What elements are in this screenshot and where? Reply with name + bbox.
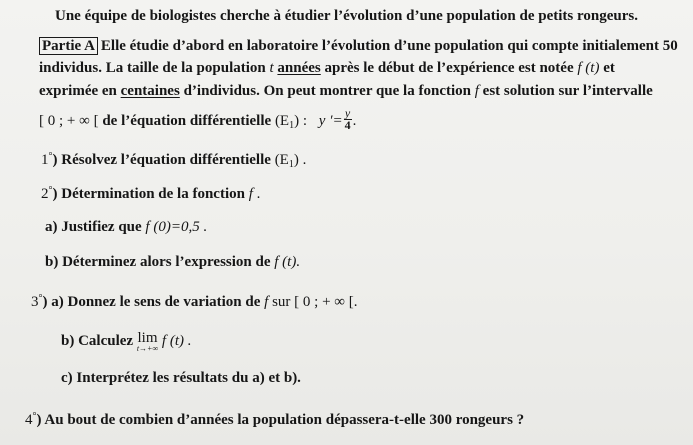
equation-label [275,113,307,129]
question-1-number: 1 [41,152,49,168]
q1-eq-open: (E [274,152,289,168]
part-a-line-3-start: exprimée en [39,83,121,99]
question-2-degree: ° [48,185,53,196]
part-a-line-3 [39,82,653,100]
part-a-line-1-text: Elle étudie d’abord en laboratoire l’évolution d’une population qui compte initialement 50 [100,38,678,54]
part-a-line-3-end: est solution sur l’intervalle [478,83,653,99]
question-2b-text: b) Déterminez alors l’expression de [45,254,275,270]
limit-subscript: t→+∞ [136,344,159,353]
fraction-numerator: y [344,106,351,121]
question-2a [45,218,207,236]
equation-fraction [344,108,352,131]
part-a-line-4-text: de l’équation différentielle [98,113,275,129]
annees-underlined: années [277,60,321,76]
part-a-line-2-mid: après le début de l’expérience est notée [320,60,578,76]
question-4-number: 4 [25,412,33,428]
question-2-f: f [248,186,253,202]
question-3b-text: b) Calculez [61,333,137,349]
equation-lhs: y ′= [318,113,343,129]
fraction-denominator: 4 [344,118,351,133]
question-3b-expression: f (t) . [158,333,192,349]
centaines-underlined: centaines [120,83,180,99]
part-a-line-2-start: individus. La taille de la population [39,60,270,76]
question-2 [41,182,260,203]
question-1-text: ) Résolvez l’équation différentielle [52,152,275,168]
part-a-line-1 [39,37,678,55]
variable-t: t [269,60,274,76]
q1-eq-close: ) . [293,152,307,168]
equation-label-sub: 1 [289,120,295,131]
part-a-line-4 [39,106,357,135]
question-3-end: sur [ 0 ; + ∞ [. [268,294,358,310]
f-of-t: f (t) [577,60,600,76]
interval: [ 0 ; + ∞ [ [39,113,99,129]
function-f: f [474,83,479,99]
question-3 [31,290,357,311]
part-a-label: Partie A [39,37,98,55]
intro-text: Une équipe de biologistes cherche à étudier l’évolution d’une population de petits rongeurs. [55,8,638,24]
question-2a-text: a) Justifiez que [45,219,146,235]
question-1-degree: ° [48,151,53,162]
equation-label-close: ) : [294,113,308,129]
question-3-number: 3 [31,294,39,310]
limit-expression [137,332,158,353]
question-2b-expression: f (t). [274,254,301,270]
question-3-text: ) a) Donnez le sens de variation de [42,294,265,310]
equation-end: . [352,113,357,129]
question-4 [25,408,524,429]
question-1 [41,148,306,174]
question-1-equation [275,152,307,168]
question-3-degree: ° [38,293,43,304]
equation-label-open: (E [274,113,290,129]
question-3c: c) Interprétez les résultats du a) et b). [61,370,301,386]
question-4-text: ) Au bout de combien d’années la population dépassera-t-elle 300 rongeurs ? [36,412,525,428]
question-2-text: ) Détermination de la fonction [52,186,249,202]
part-a-line-3-mid: d’individus. On peut montrer que la fonction [179,83,475,99]
question-3-f: f [264,294,269,310]
question-2-number: 2 [41,186,49,202]
q1-eq-sub: 1 [288,159,294,170]
limit-symbol: lim [137,330,158,346]
question-2a-expression: f (0)=0,5 . [145,219,208,235]
question-2-end: . [252,186,261,202]
part-a-line-2-end: et [599,60,615,76]
part-a-line-2 [39,59,615,77]
question-4-degree: ° [32,411,37,422]
question-3b [61,332,191,353]
question-2b [45,253,300,271]
